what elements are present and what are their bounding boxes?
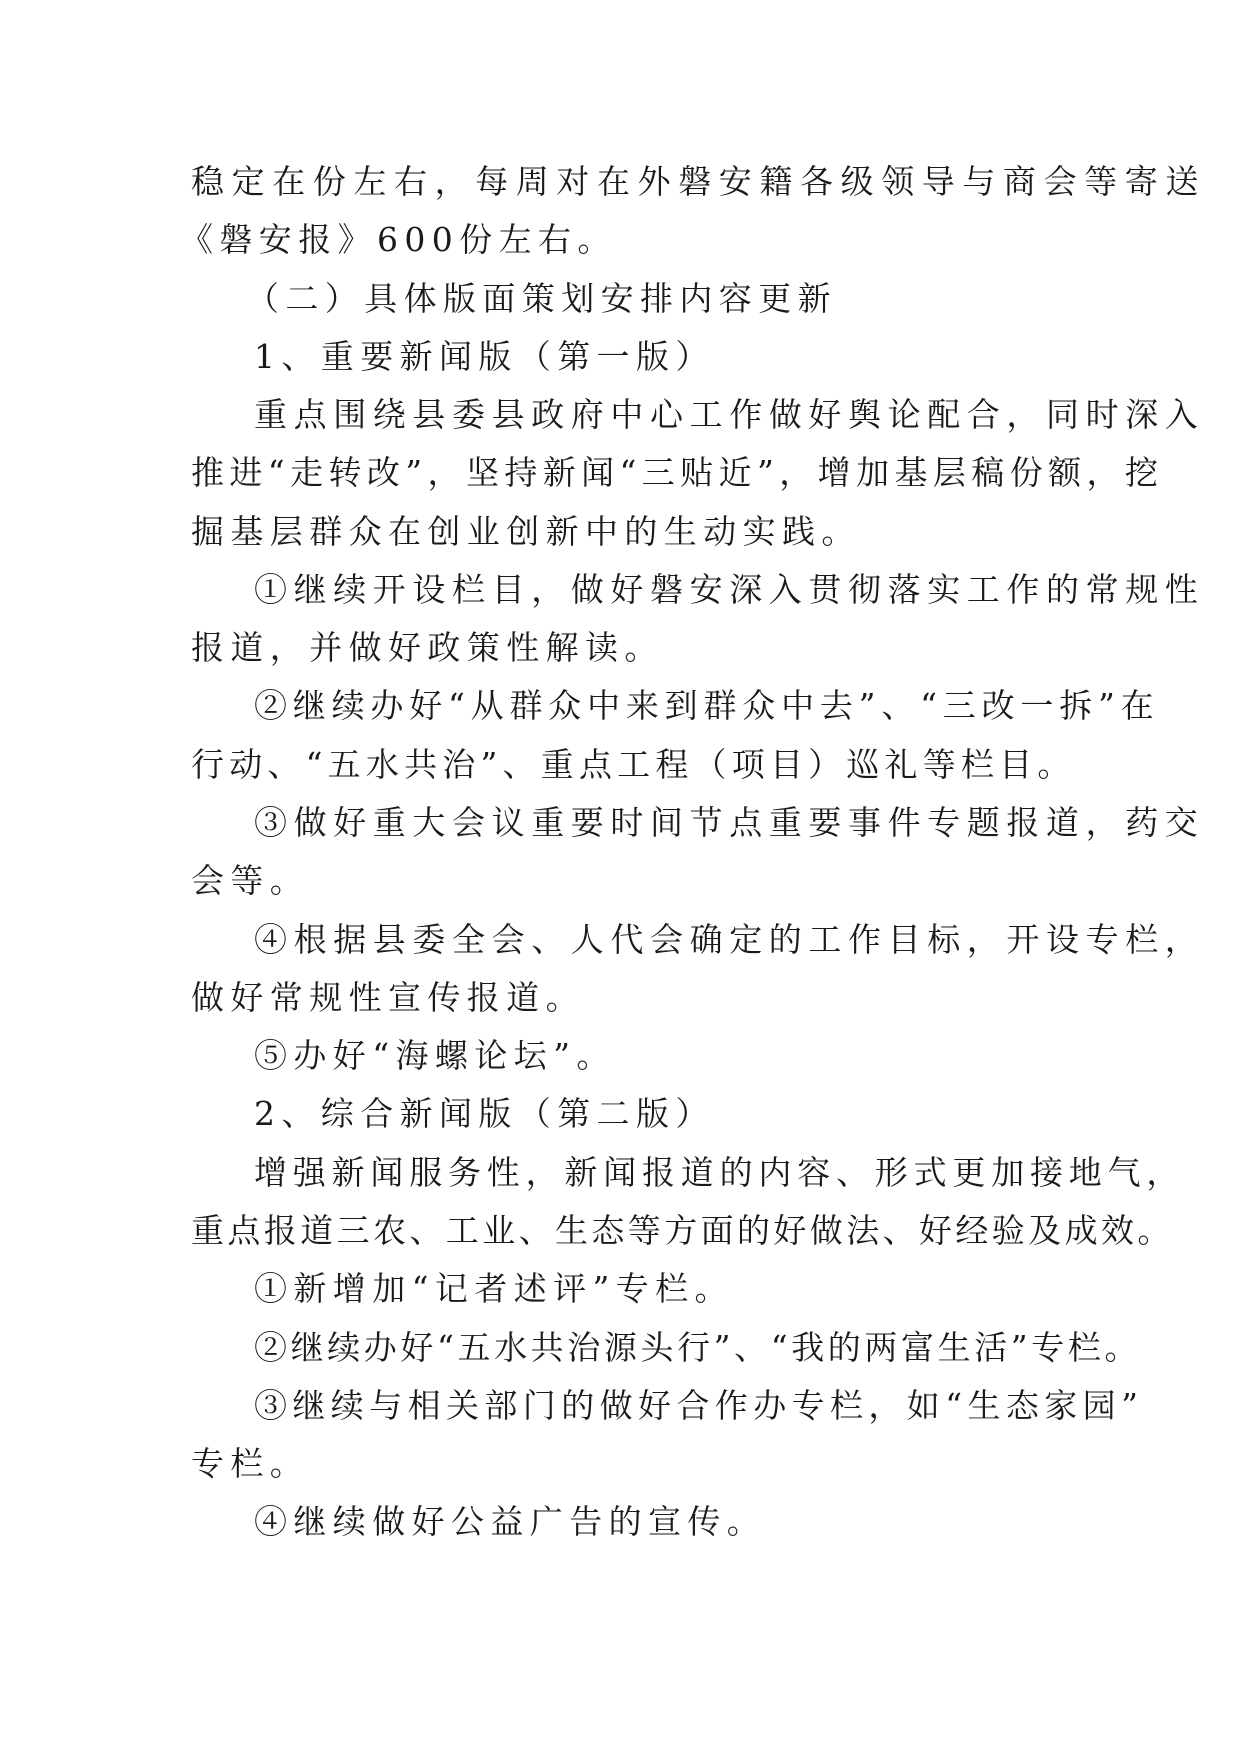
text-line-2: 《磐安报》600份左右。 <box>180 220 617 259</box>
text-line-19: 重点报道三农、工业、生态等方面的好做法、好经验及成效。 <box>191 1211 1174 1250</box>
list-item-1-3: ③做好重大会议重要时间节点重要事件专题报道，药交 <box>254 803 1205 842</box>
section-heading: （二）具体版面策划安排内容更新 <box>246 279 837 318</box>
text-line-15: 做好常规性宣传报道。 <box>191 978 585 1017</box>
list-item-1-1: ①继续开设栏目，做好磐安深入贯彻落实工作的常规性 <box>254 570 1205 609</box>
list-item-2-1: ①新增加“记者述评”专栏。 <box>254 1269 734 1308</box>
text-line-7: 掘基层群众在创业创新中的生动实践。 <box>191 512 861 551</box>
text-line-13: 会等。 <box>191 861 310 900</box>
subheading-page-two: 2、综合新闻版（第二版） <box>254 1094 715 1133</box>
subheading-page-one: 1、重要新闻版（第一版） <box>254 337 715 376</box>
list-item-1-4: ④根据县委全会、人代会确定的工作目标，开设专栏， <box>254 920 1205 959</box>
text-line-6: 推进“走转改”，坚持新闻“三贴近”，增加基层稿份额，挖 <box>191 453 1164 492</box>
text-line-9: 报道，并做好政策性解读。 <box>191 628 664 667</box>
list-item-2-3: ③继续与相关部门的做好合作办专栏，如“生态家园” <box>254 1386 1144 1425</box>
text-line-23: 专栏。 <box>191 1444 310 1483</box>
text-line-11: 行动、“五水共治”、重点工程（项目）巡礼等栏目。 <box>191 745 1076 784</box>
list-item-1-2: ②继续办好“从群众中来到群众中去”、“三改一拆”在 <box>254 686 1160 725</box>
text-line-5: 重点围绕县委县政府中心工作做好舆论配合，同时深入 <box>254 395 1205 434</box>
list-item-1-5: ⑤办好“海螺论坛”。 <box>254 1036 616 1075</box>
text-line-1: 稳定在份左右，每周对在外磐安籍各级领导与商会等寄送 <box>191 162 1206 201</box>
list-item-2-2: ②继续办好“五水共治源头行”、“我的两富生活”专栏。 <box>254 1328 1142 1367</box>
text-line-18: 增强新闻服务性，新闻报道的内容、形式更加接地气， <box>254 1153 1186 1192</box>
list-item-2-4: ④继续做好公益广告的宣传。 <box>254 1502 767 1541</box>
